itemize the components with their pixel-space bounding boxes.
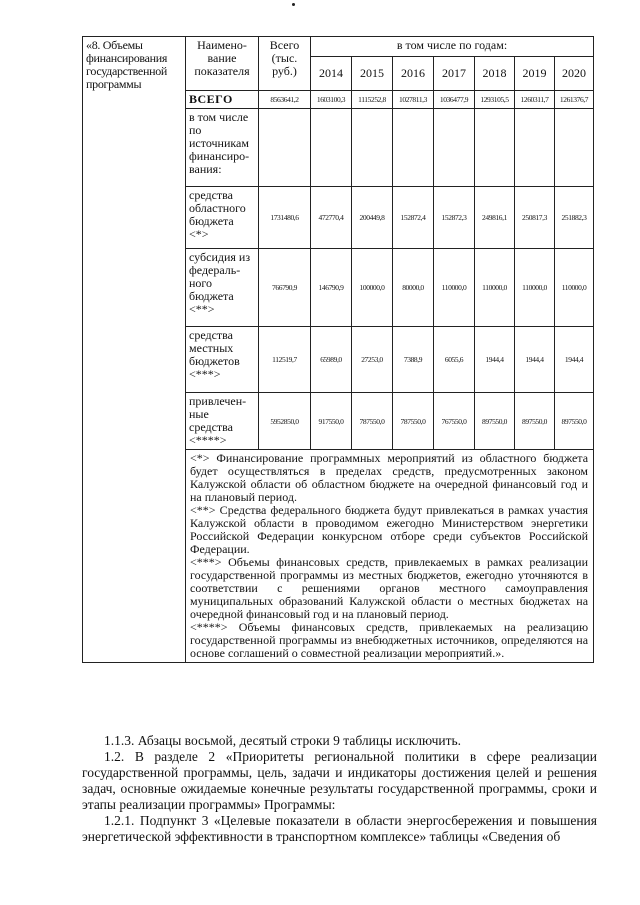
scan-speck (292, 3, 295, 6)
row-value: 110000,0 (475, 249, 515, 327)
row-value: 472770,4 (311, 187, 352, 249)
row-total: 112519,7 (259, 327, 311, 393)
footnote-regional: <*> Финансирование программных мероприятий из областного бюджета будет осуществляться в пределах средств, предусмотренных законом Калужской области об областном бюджете на очередной финансовый год и на плановый период. (190, 451, 589, 504)
row-label: субсидия из федераль-ного бюджета <**> (186, 249, 259, 327)
header-year: 2014 (311, 57, 352, 91)
header-year: 2019 (515, 57, 555, 91)
row-value: 152872,3 (434, 187, 475, 249)
row-value (475, 109, 515, 187)
row-value: 767550,0 (434, 393, 475, 450)
row-value: 1944,4 (515, 327, 555, 393)
row-value: 787550,0 (393, 393, 434, 450)
paragraph-1-2-1: 1.2.1. Подпункт 3 «Целевые показатели в области энергосбережения и повышения энергетической эффективности в транспортном комплексе» таблицы «Сведения об (82, 813, 597, 844)
footnote-federal: <**> Средства федерального бюджета будут привлекаться в рамках участия Калужской области в проводимом ежегодно Министерством энергетики Российской Федерации конкурсном отборе среди субъектов Российской Федерации. (190, 503, 589, 556)
row-value: 250817,3 (515, 187, 555, 249)
row-value: 7388,9 (393, 327, 434, 393)
footnote-local: <***> Объемы финансовых средств, привлекаемых в рамках реализации государственной программы из местных бюджетов, ежегодно уточняются в соответствии с решениями органов местного самоуправления муниципальных образований Калужской области о местных бюджетах на очередной финансовый год и на плановый период. (190, 555, 589, 621)
row-label: в том числе по источникам финансиро-вания: (186, 109, 259, 187)
row-value: 897550,0 (555, 393, 594, 450)
row-value: 1261376,7 (555, 91, 594, 109)
row-value (393, 109, 434, 187)
paragraph-1-1-3: 1.1.3. Абзацы восьмой, десятый строки 9 таблицы исключить. (104, 733, 462, 748)
row-value (352, 109, 393, 187)
row-label: ВСЕГО (186, 91, 259, 109)
financing-table (82, 36, 594, 663)
row-total (259, 109, 311, 187)
row-value: 100000,0 (352, 249, 393, 327)
header-year: 2020 (555, 57, 594, 91)
row-value (555, 109, 594, 187)
row-value: 1944,4 (475, 327, 515, 393)
row-total: 8563641,2 (259, 91, 311, 109)
row-value: 110000,0 (555, 249, 594, 327)
row-value: 1293105,5 (475, 91, 515, 109)
row-value: 152872,4 (393, 187, 434, 249)
row-total: 1731480,6 (259, 187, 311, 249)
row-value (434, 109, 475, 187)
row-value: 1115252,8 (352, 91, 393, 109)
row-label: привлечен-ные средства <****> (186, 393, 259, 450)
row-value: 1027811,3 (393, 91, 434, 109)
row-value (515, 109, 555, 187)
row-value: 251882,3 (555, 187, 594, 249)
row-value: 1260311,7 (515, 91, 555, 109)
row-value: 80000,0 (393, 249, 434, 327)
row-value: 897550,0 (475, 393, 515, 450)
footnote-attracted: <****> Объемы финансовых средств, привлекаемых на реализацию государственной программы из внебюджетных источников, определяются на основе соглашений о совместной реализации мероприятий.». (190, 620, 589, 660)
row-value: 917550,0 (311, 393, 352, 450)
notes-cell (186, 450, 594, 663)
section-title: «8. Объемы финансирования государственной программы (86, 38, 168, 91)
row-value: 110000,0 (515, 249, 555, 327)
row-value (311, 109, 352, 187)
header-year: 2015 (352, 57, 393, 91)
row-value: 6055,6 (434, 327, 475, 393)
header-years-group: в том числе по годам: (311, 37, 594, 57)
row-value: 1603100,3 (311, 91, 352, 109)
row-label: средства областного бюджета <*> (186, 187, 259, 249)
row-value: 146790,9 (311, 249, 352, 327)
row-label: средства местных бюджетов <***> (186, 327, 259, 393)
row-total: 5952850,0 (259, 393, 311, 450)
row-value: 110000,0 (434, 249, 475, 327)
row-total: 766790,9 (259, 249, 311, 327)
header-year: 2016 (393, 57, 434, 91)
row-value: 65989,0 (311, 327, 352, 393)
row-value: 787550,0 (352, 393, 393, 450)
row-value: 1944,4 (555, 327, 594, 393)
row-value: 1036477,9 (434, 91, 475, 109)
row-value: 249816,1 (475, 187, 515, 249)
header-year: 2017 (434, 57, 475, 91)
body-text (82, 733, 597, 845)
paragraph-1-2: 1.2. В разделе 2 «Приоритеты региональной политики в сфере реализации государственной программы, цель, задачи и индикаторы достижения целей и решения задач, основные ожидаемые конечные результаты государственной программы, сроки и этапы реализации программы» Программы: (82, 749, 597, 812)
row-value: 200449,8 (352, 187, 393, 249)
row-value: 27253,0 (352, 327, 393, 393)
header-total: Всего (тыс. руб.) (259, 37, 311, 91)
header-year: 2018 (475, 57, 515, 91)
header-name: Наимено-вание показателя (186, 37, 259, 91)
section-title-cell (83, 37, 186, 663)
row-value: 897550,0 (515, 393, 555, 450)
